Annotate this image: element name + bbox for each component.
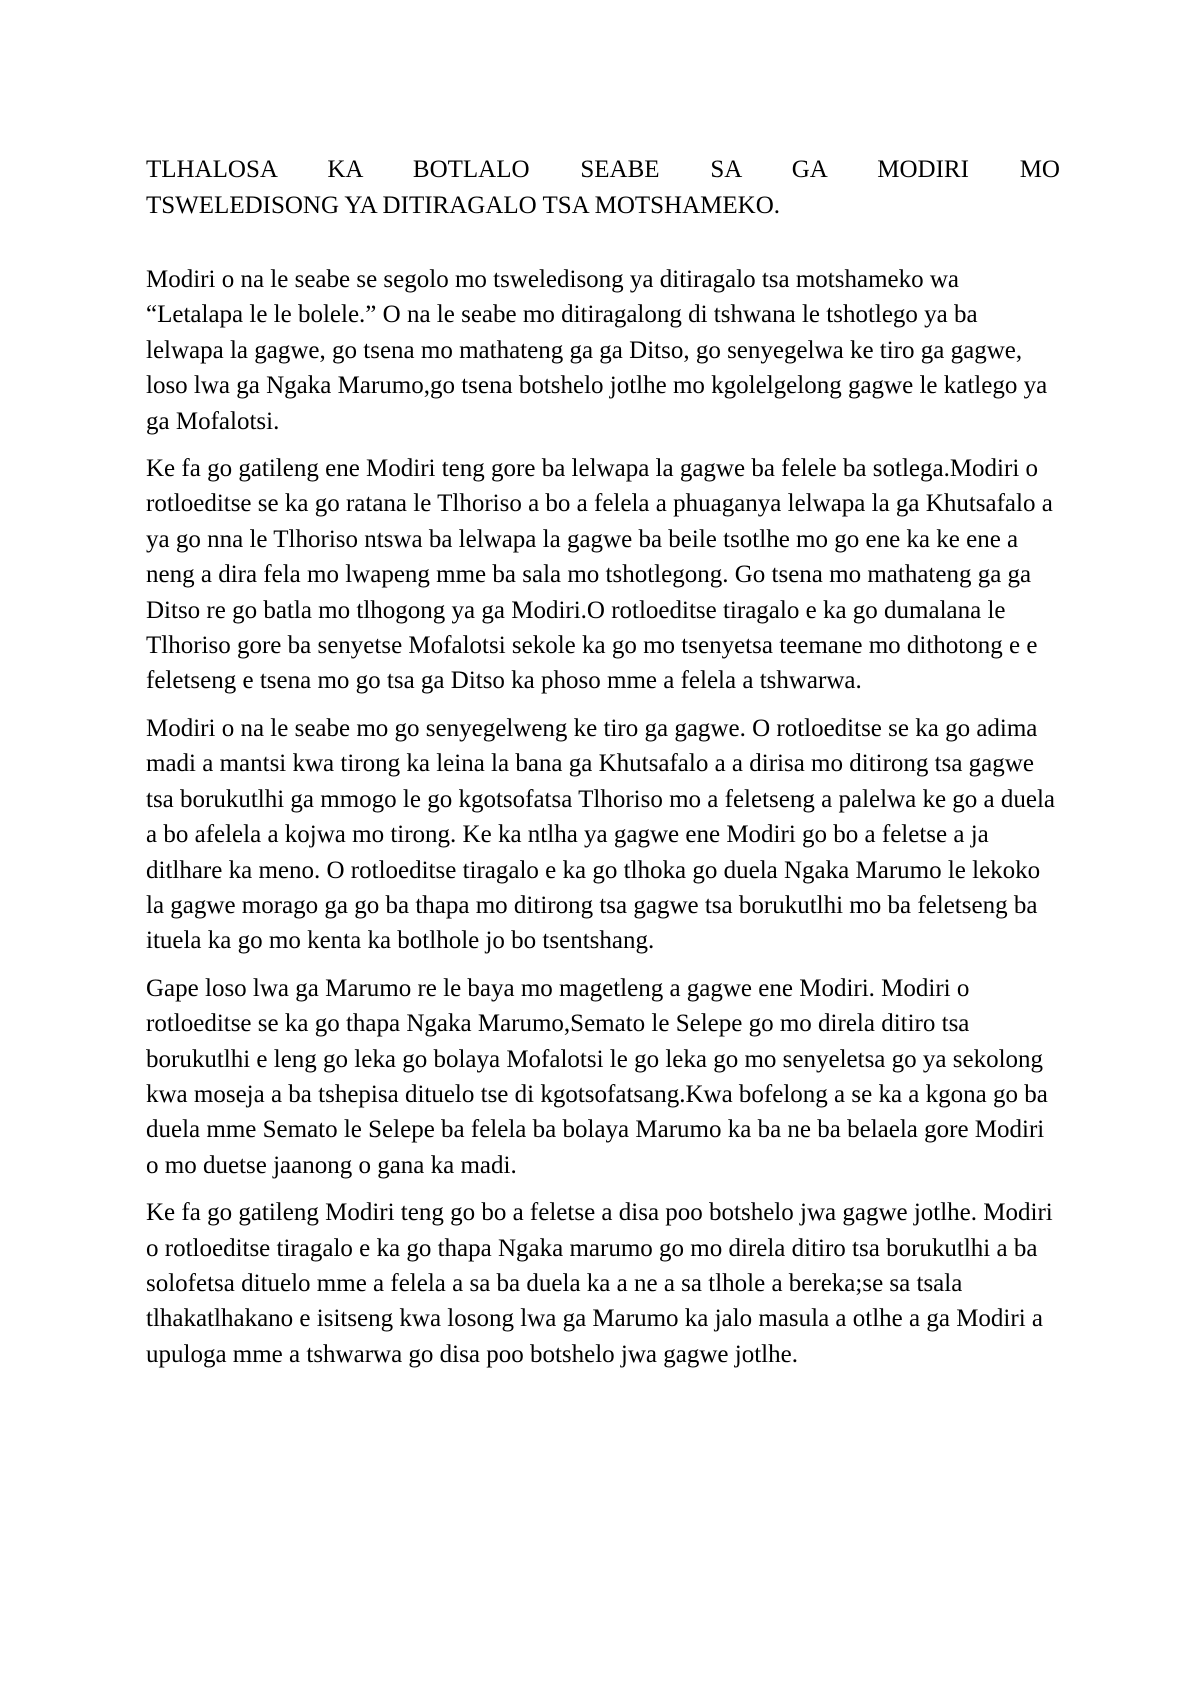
document-body xyxy=(146,152,1060,1384)
paragraph-4: Gape loso lwa ga Marumo re le baya mo magetleng a gagwe ene Modiri. Modiri o rotloeditse se ka go thapa Ngaka Marumo,Semato le Selepe go mo direla ditiro tsa borukutlhi e leng go leka go bolaya Mofalotsi le go leka go mo senyeletsa go ya sekolong kwa moseja a ba tshepisa dituelo tse di kgotsofatsang.Kwa bofelong a se ka a kgona go ba duela mme Semato le Selepe ba felela ba bolaya Marumo ka ba ne ba belaela gore Modiri o mo duetse jaanong o gana ka madi. xyxy=(146,974,1048,1179)
paragraph-3: Modiri o na le seabe mo go senyegelweng ke tiro ga gagwe. O rotloeditse se ka go adima madi a mantsi kwa tirong ka leina la bana ga Khutsafalo a a dirisa mo ditirong tsa gagwe tsa borukutlhi ga mmogo le go kgotsofatsa Tlhoriso mo a feletseng a palelwa ke go a duela a bo afelela a kojwa mo tirong. Ke ka ntlha ya gagwe ene Modiri go bo a feletse a ja ditlhare ka meno. O rotloeditse tiragalo e ka go tlhoka go duela Ngaka Marumo le lekoko la gagwe morago ga go ba thapa mo ditirong tsa gagwe tsa borukutlhi mo ba feletseng ba ituela ka go mo kenta ka botlhole jo bo tsentshang. xyxy=(146,714,1056,955)
title-line-2: TSWELEDISONG YA DITIRAGALO TSA MOTSHAMEKO. xyxy=(146,192,781,219)
paragraph-2: Ke fa go gatileng ene Modiri teng gore ba lelwapa la gagwe ba felele ba sotlega.Modiri o rotloeditse se ka go ratana le Tlhoriso a bo a felela a phuaganya lelwapa la ga Khutsafalo a ya go nna le Tlhoriso ntswa ba lelwapa la gagwe ba beile tsotlhe mo go ene ka ke ene a neng a dira fela mo lwapeng mme ba sala mo tshotlegong. Go tsena mo mathateng ga ga Ditso re go batla mo tlhogong ya ga Modiri.O rotloeditse tiragalo e ka go dumalana le Tlhoriso gore ba senyetse Mofalotsi sekole ka go mo tsenyetsa teemane mo dithotong e e feletseng e tsena mo go tsa ga Ditso ka phoso mme a felela a tshwarwa. xyxy=(146,455,1053,695)
paragraph-5: Ke fa go gatileng Modiri teng go bo a feletse a disa poo botshelo jwa gagwe jotlhe. Modiri o rotloeditse tiragalo e ka go thapa Ngaka marumo go mo direla ditiro tsa borukutlhi a ba solofetsa dituelo mme a felela a sa ba duela ka a ne a sa tlhole a bereka;se sa tsala tlhakatlhakano e isitseng kwa losong lwa ga Marumo ka jalo masula a otlhe a ga Modiri a upuloga mme a tshwarwa go disa poo botshelo jwa gagwe jotlhe. xyxy=(146,1199,1053,1368)
paragraph-1: Modiri o na le seabe se segolo mo tsweledisong ya ditiragalo tsa motshameko wa “Letalapa le le bolele.” O na le seabe mo ditiragalong di tshwana le tshotlego ya ba lelwapa la gagwe, go tsena mo mathateng ga ga Ditso, go senyegelwa ke tiro ga gagwe, loso lwa ga Ngaka Marumo,go tsena botshelo jotlhe mo kgolelgelong gagwe le katlego ya ga Mofalotsi. xyxy=(146,266,1048,435)
title-line-1: TLHALOSA KA BOTLALO SEABE SA GA MODIRI MO xyxy=(146,156,1060,183)
document-title xyxy=(146,152,1060,224)
